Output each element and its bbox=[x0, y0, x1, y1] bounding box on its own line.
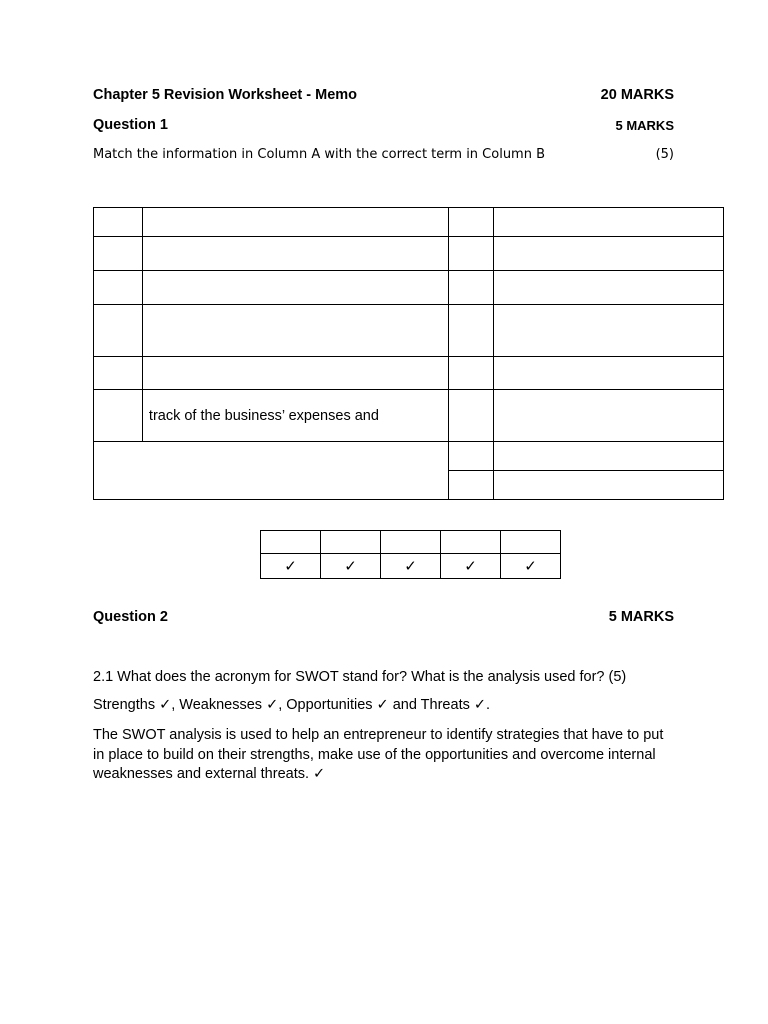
tick-mark: ✓ bbox=[501, 554, 561, 579]
tick-mark: ✓ bbox=[261, 554, 321, 579]
question-2-marks: 5 MARKS bbox=[608, 609, 674, 625]
table-row bbox=[94, 237, 724, 271]
page-title: Chapter 5 Revision Worksheet - Memo bbox=[93, 87, 358, 103]
table-row bbox=[94, 271, 724, 305]
table-row bbox=[94, 305, 724, 357]
swot-answer: Strengths ✓, Weaknesses ✓, Opportunities ✓ and Threats ✓. bbox=[93, 697, 491, 713]
question-1-heading: Question 1 bbox=[93, 117, 168, 133]
table-row bbox=[94, 208, 724, 237]
table-row bbox=[94, 442, 724, 471]
swot-purpose-answer: The SWOT analysis is used to help an entrepreneur to identify strategies that have to put in place to build on their strengths, make use of the opportunities and overcome internal weaknesses and external threats. ✓ bbox=[93, 727, 664, 782]
tick-mark: ✓ bbox=[321, 554, 381, 579]
question-1-instruction-marks: (5) bbox=[655, 147, 674, 162]
column-a-text: track of the business’ expenses and bbox=[142, 390, 449, 442]
table-row bbox=[94, 357, 724, 390]
answer-tick-table bbox=[260, 530, 561, 579]
question-1-marks: 5 MARKS bbox=[615, 118, 674, 133]
total-marks: 20 MARKS bbox=[600, 87, 674, 103]
tick-mark: ✓ bbox=[441, 554, 501, 579]
tick-mark: ✓ bbox=[381, 554, 441, 579]
question-1-instruction: Match the information in Column A with the correct term in Column B bbox=[93, 147, 546, 162]
matching-table bbox=[93, 207, 724, 500]
table-row bbox=[94, 390, 724, 442]
question-2-heading: Question 2 bbox=[93, 609, 168, 625]
question-2-1: 2.1 What does the acronym for SWOT stand for? What is the analysis used for? (5) bbox=[93, 669, 627, 685]
